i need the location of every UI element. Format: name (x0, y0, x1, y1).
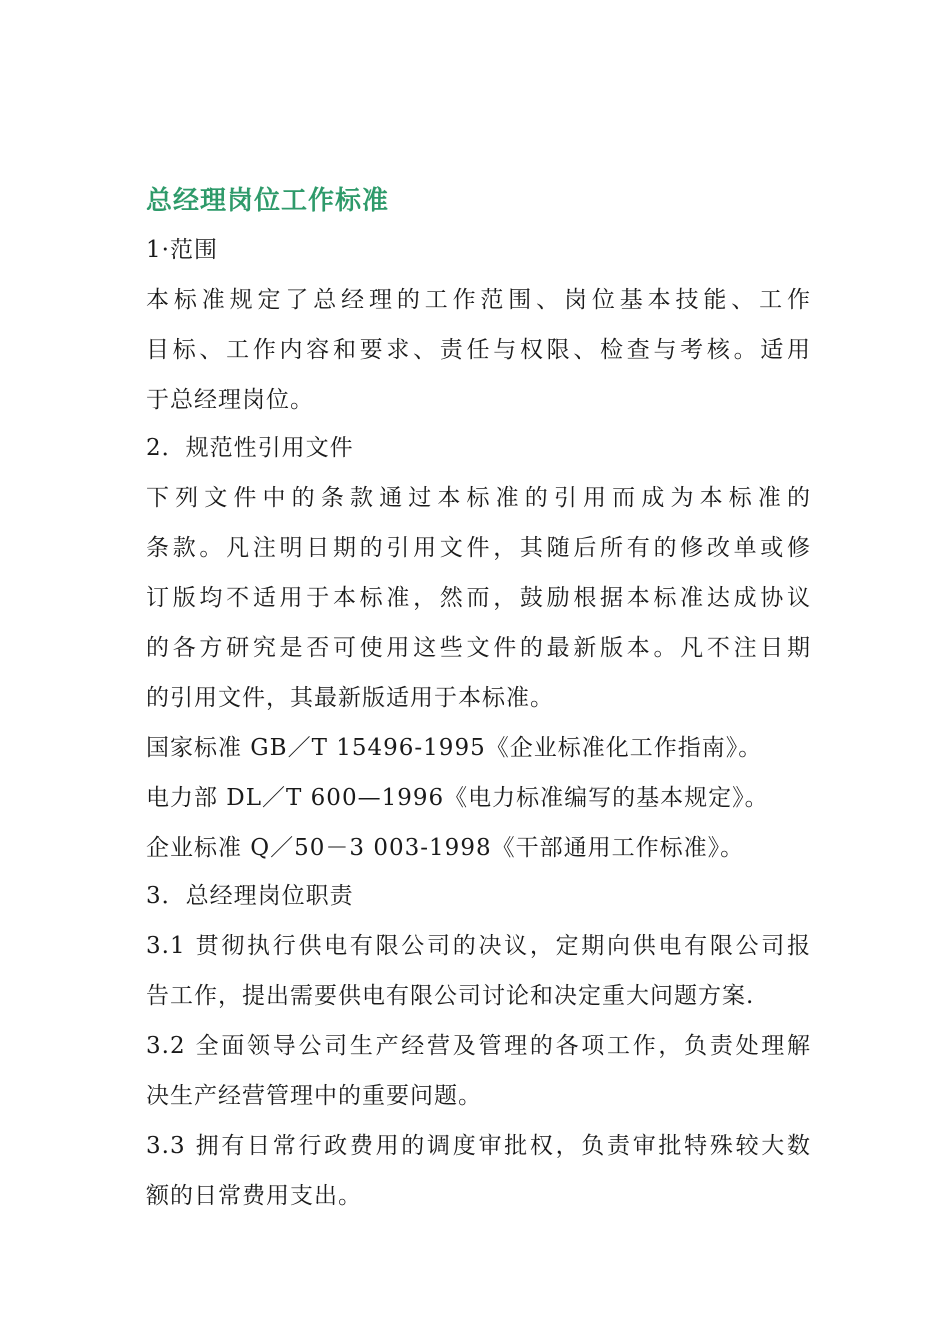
reference-item: 企业标准 Q／50－3 003-1998《干部通用工作标准》。 (146, 835, 745, 861)
paragraph-line: 本标准规定了总经理的工作范围、岗位基本技能、工作 (146, 287, 811, 313)
section-heading-duties: 3．总经理岗位职责 (146, 883, 354, 909)
duty-item-line: 决生产经营管理中的重要问题。 (146, 1083, 482, 1109)
reference-item: 电力部 DL／T 600—1996《电力标准编写的基本规定》。 (146, 785, 769, 811)
document-title: 总经理岗位工作标准 (146, 186, 390, 216)
paragraph-line: 订版均不适用于本标准，然而，鼓励根据本标准达成协议 (146, 585, 811, 611)
paragraph-line: 目标、工作内容和要求、责任与权限、检查与考核。适用 (146, 337, 811, 363)
paragraph-line: 的引用文件，其最新版适用于本标准。 (146, 685, 554, 711)
paragraph-line: 条款。凡注明日期的引用文件，其随后所有的修改单或修 (146, 535, 811, 561)
section-heading-scope: 1·范围 (146, 237, 218, 263)
paragraph-line: 于总经理岗位。 (146, 387, 314, 413)
duty-item-line: 额的日常费用支出。 (146, 1183, 362, 1209)
duty-item-line: 3.3 拥有日常行政费用的调度审批权，负责审批特殊较大数 (146, 1133, 811, 1159)
reference-item: 国家标准 GB／T 15496-1995《企业标准化工作指南》。 (146, 735, 763, 761)
duty-item-line: 告工作，提出需要供电有限公司讨论和决定重大问题方案. (146, 983, 755, 1009)
duty-item-line: 3.2 全面领导公司生产经营及管理的各项工作，负责处理解 (146, 1033, 811, 1059)
section-heading-references: 2．规范性引用文件 (146, 435, 354, 461)
paragraph-line: 下列文件中的条款通过本标准的引用而成为本标准的 (146, 485, 811, 511)
paragraph-line: 的各方研究是否可使用这些文件的最新版本。凡不注日期 (146, 635, 811, 661)
duty-item-line: 3.1 贯彻执行供电有限公司的决议，定期向供电有限公司报 (146, 933, 811, 959)
